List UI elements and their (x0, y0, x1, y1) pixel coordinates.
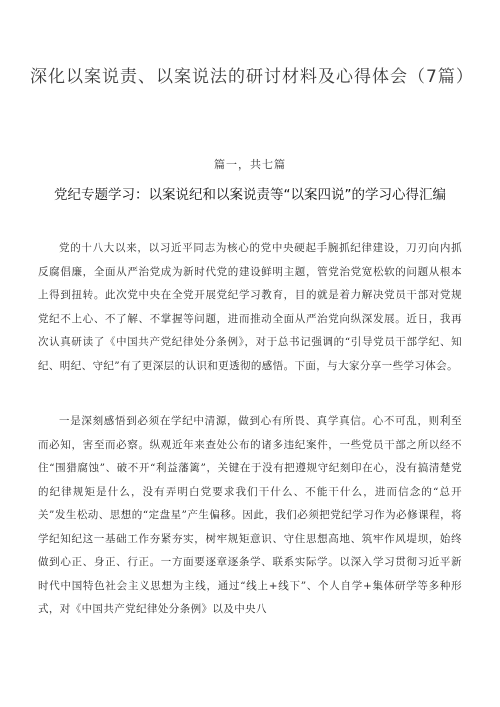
body-paragraph-1: 党的十八大以来，以习近平同志为核心的党中央硬起手腕抓纪律建设，刀刃向内抓反腐倡廉，全面从严治党成为新时代党的建设鲜明主题，管党治党宽松软的问题从根本上得到扭转。此次党中央在全党开展党纪学习教育，目的就是着力解决党员干部对党规党纪不上心、不了解、不掌握等问题，进而推动全面从严治党向纵深发展。近日，我再次认真研读了《中国共产党纪律处分条例》，对于总书记强调的“引导党员干部学纪、知纪、明纪、守纪”有了更深层的认识和更透彻的感悟。下面，与大家分享一些学习体会。 (38, 242, 462, 372)
section-title: 党纪专题学习：以案说纪和以案说责等“以案四说”的学习心得汇编 (54, 187, 446, 203)
body-paragraph-2: 一是深刻感悟到必须在学纪中清源，做到心有所畏、真学真信。心不可乱，则利至而必知，害至而必察。纵观近年来查处公布的诸多违纪案件，一些党员干部之所以经不住“围猎腐蚀”、破不开“利益藩篱”，关键在于没有把遵规守纪刻印在心，没有搞清楚党的纪律规矩是什么，没有弄明白党要求我们干什么、不能干什么，进而信念的“总开关”发生松动、思想的“定盘星”产生偏移。因此，我们必须把党纪学习作为必修课程，将学纪知纪这一基础工作夯紧夯实，树牢规矩意识、守住思想高地、筑牢作风堤坝，始终做到心正、身正、行正。一方面要逐章逐条学、联系实际学。以深入学习贯彻习近平新时代中国特色社会主义思想为主线，通过“线上+线下”、个人自学+集体研学等多种形式，对《中国共产党纪律处分条例》以及中央八 (38, 415, 462, 615)
part-label: 篇一，共七篇 (214, 158, 286, 171)
document-title: 深化以案说责、以案说法的研讨材料及心得体会（7篇） (30, 67, 474, 87)
